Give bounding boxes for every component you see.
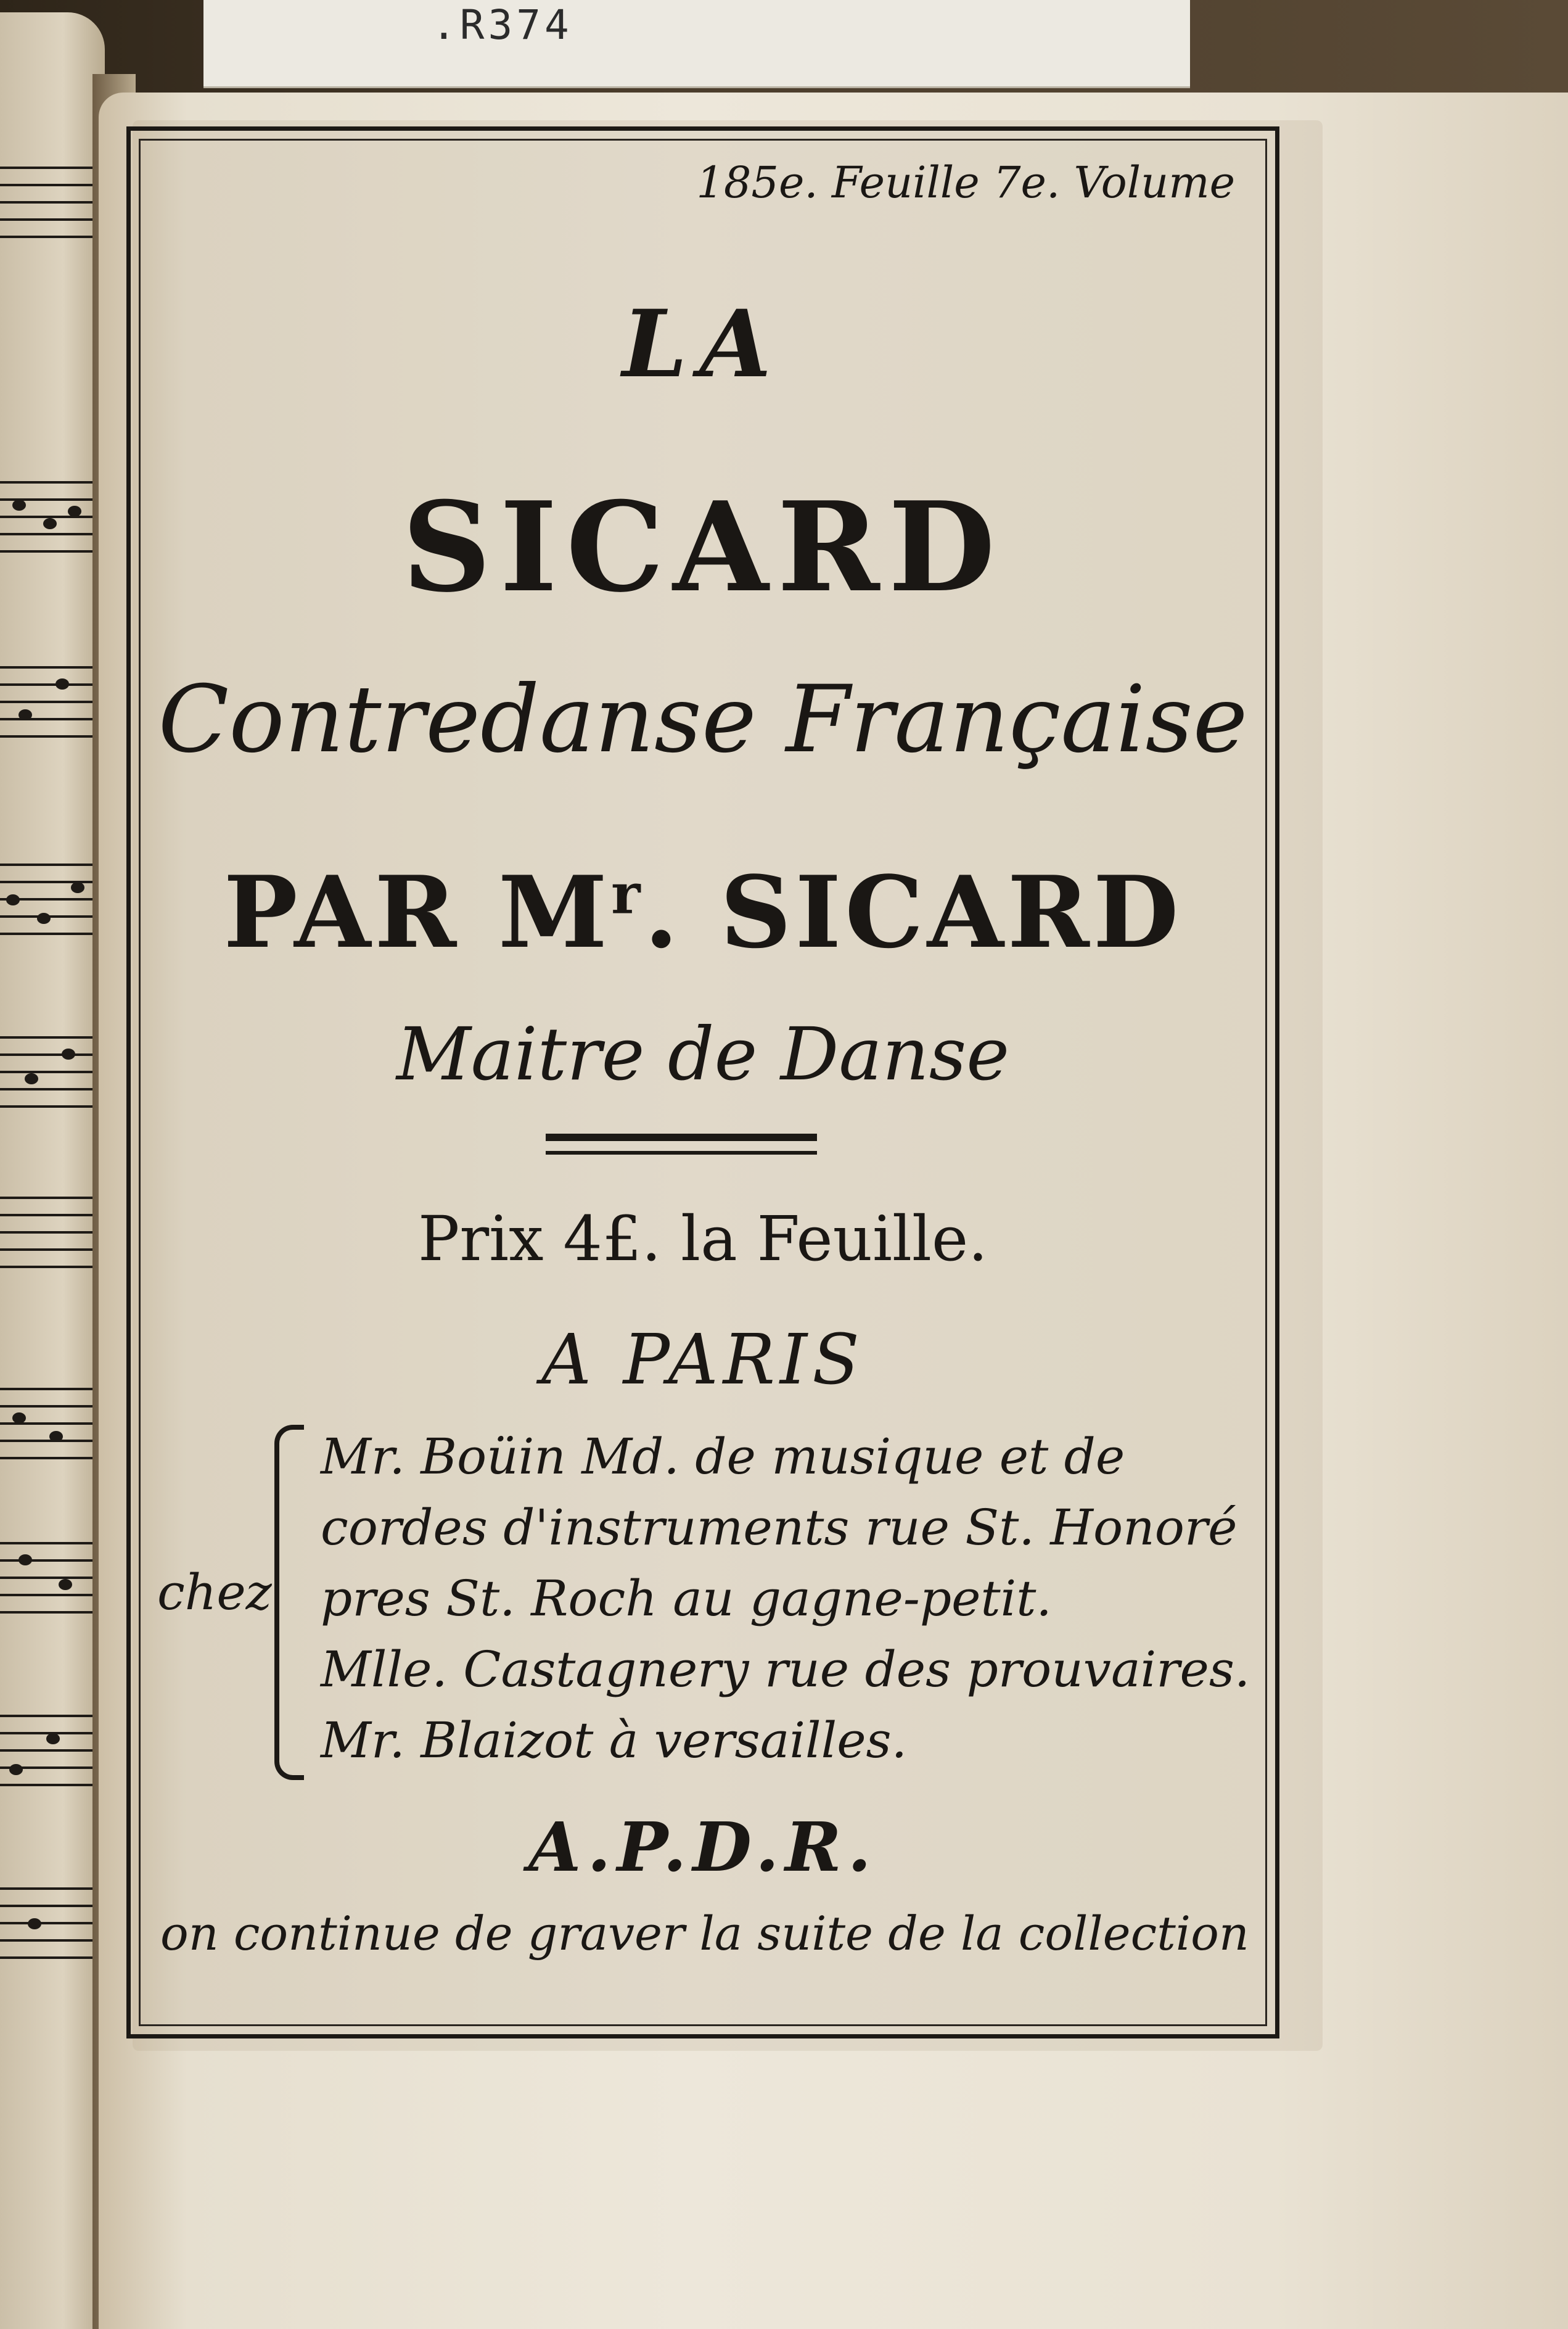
address-line: pres St. Roch au gagne-petit. [321,1570,1052,1627]
music-staff [0,1542,92,1616]
address-line: Mr. Boüin Md. de musique et de [321,1428,1125,1485]
music-staff [0,1388,92,1462]
divider-rule [546,1134,817,1141]
address-line: cordes d'instruments rue St. Honoré [321,1499,1238,1556]
author-name: . SICARD [644,854,1183,970]
left-page-music-score [0,12,105,2329]
author-role: Maitre de Danse [396,1012,1010,1097]
music-staff [0,1715,92,1789]
music-staff [0,167,92,241]
price-line: Prix 4£. la Feuille. [418,1203,988,1275]
sheet-volume-number: 185e. Feuille 7e. Volume [696,157,1235,208]
music-staff [0,1197,92,1271]
author-prefix: PAR M [223,854,612,970]
shelf-label-card [203,0,1190,88]
shelf-mark: .R374 [432,1,573,49]
address-bracket [274,1425,304,1780]
music-staff [0,666,92,740]
title-article: LA [622,290,784,398]
author-superscript: r [611,861,644,927]
music-staff [0,1887,92,1961]
privilege-mark: A.P.D.R. [528,1807,877,1887]
address-line: Mr. Blaizot à versailles. [321,1712,908,1769]
chez-label: chez [157,1564,272,1621]
music-staff [0,481,92,555]
publication-city: A PARIS [541,1320,864,1400]
divider-rule [546,1151,817,1155]
music-staff [0,1036,92,1110]
main-title: SICARD [402,475,1004,620]
address-line: Mlle. Castagnery rue des prouvaires. [321,1641,1250,1698]
footer-note: on continue de graver la suite de la collection [160,1906,1249,1961]
music-staff [0,864,92,938]
subtitle: Contredanse Française [158,666,1248,773]
author-line [126,854,1279,970]
